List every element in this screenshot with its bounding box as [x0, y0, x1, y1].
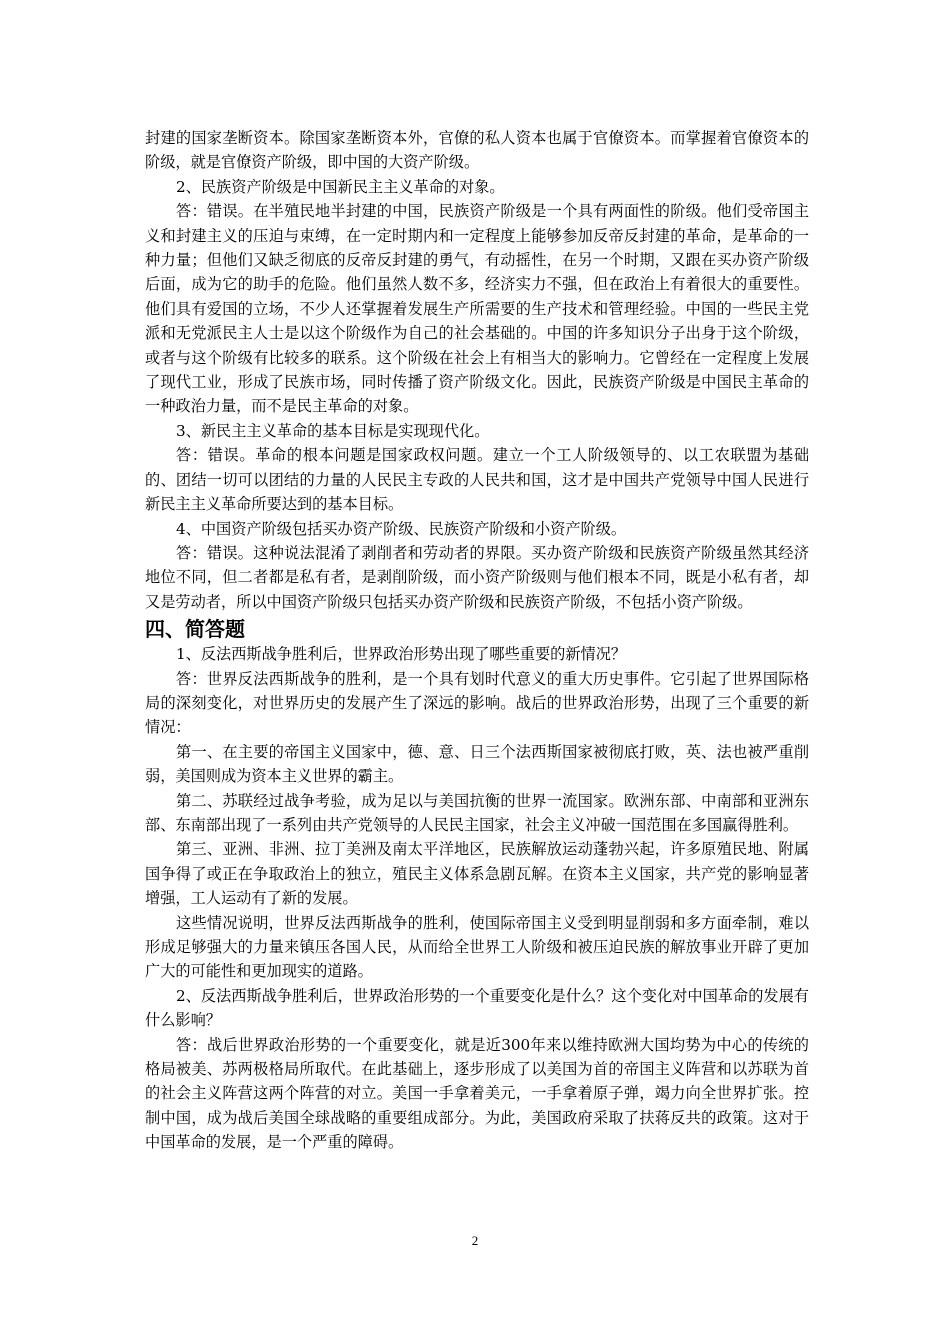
paragraph: 封建的国家垄断资本。除国家垄断资本外，官僚的私人资本也属于官僚资本。而掌握着官僚资本的阶级，就是官僚资产阶级，即中国的大资产阶级。 — [145, 129, 809, 172]
paragraph: 答：错误。在半殖民地半封建的中国，民族资产阶级是一个具有两面性的阶级。他们受帝国主义和封建主义的压迫与束缚，在一定时期内和一定程度上能够参加反帝反封建的革命，是革命的一种力量；但他们又缺乏彻底的反帝反封建的勇气，有动摇性，在另一个时期，又跟在买办资产阶级后面，成为它的助手的危险。他们虽然人数不多，经济实力不强，但在政治上有着很大的重要性。他们具有爱国的立场，不少人还掌握着发展生产所需要的生产技术和管理经验。中国的一些民主党派和无党派民主人士是以这个阶级作为自己的社会基础的。中国的许多知识分子出身于这个阶级，或者与这个阶级有比较多的联系。这个阶级在社会上有相当大的影响力。它曾经在一定程度上发展了现代工业，形成了民族市场，同时传播了资产阶级文化。因此，民族资产阶级是中国民主革命的一种政治力量，而不是民主革命的对象。 — [145, 202, 809, 416]
page-number: 2 — [471, 1233, 479, 1248]
bottom-paragraphs — [145, 642, 809, 1155]
paragraph: 第一、在主要的帝国主义国家中，德、意、日三个法西斯国家被彻底打败，英、法也被严重削弱，美国则成为资本主义世界的霸主。 — [145, 742, 809, 786]
top-paragraphs — [145, 126, 809, 614]
paragraph: 3、新民主主义革命的基本目标是实现现代化。 — [176, 421, 490, 440]
page-content — [145, 126, 809, 1155]
paragraph: 4、中国资产阶级包括买办资产阶级、民族资产阶级和小资产阶级。 — [176, 519, 627, 538]
paragraph: 答：错误。这种说法混淆了剥削者和劳动者的界限。买办资产阶级和民族资产阶级虽然其经济地位不同，但二者都是私有者，是剥削阶级，而小资产阶级则与他们根本不同，既是小私有者，却又是劳动者，所以中国资产阶级只包括买办资产阶级和民族资产阶级，不包括小资产阶级。 — [145, 543, 809, 611]
paragraph: 答：战后世界政治形势的一个重要变化，就是近300年来以维持欧洲大国均势为中心的传统的格局被美、苏两极格局所取代。在此基础上，逐步形成了以美国为首的帝国主义阵营和以苏联为首的社会主义阵营这两个阵营的对立。美国一手拿着美元，一手拿着原子弹，竭力向全世界扩张。控制中国，成为战后美国全球战略的重要组成部分。为此，美国政府采取了扶蒋反共的政策。这对于中国革命的发展，是一个严重的障碍。 — [145, 1035, 809, 1152]
paragraph: 答：世界反法西斯战争的胜利，是一个具有划时代意义的重大历史事件。它引起了世界国际格局的深刻变化，对世界历史的发展产生了深远的影响。战后的世界政治形势，出现了三个重要的新情况： — [145, 669, 809, 737]
paragraph: 2、反法西斯战争胜利后，世界政治形势的一个重要变化是什么？这个变化对中国革命的发展有什么影响？ — [145, 986, 809, 1030]
paragraph: 答：错误。革命的根本问题是国家政权问题。建立一个工人阶级领导的、以工农联盟为基础的、团结一切可以团结的力量的人民民主专政的人民共和国，这才是中国共产党领导中国人民进行新民主主义革命所要达到的基本目标。 — [145, 446, 809, 514]
paragraph: 1、反法西斯战争胜利后，世界政治形势出现了哪些重要的新情况？ — [176, 645, 627, 664]
paragraph: 2、民族资产阶级是中国新民主主义革命的对象。 — [176, 177, 505, 196]
paragraph: 这些情况说明，世界反法西斯战争的胜利，使国际帝国主义受到明显削弱和多方面牵制，难以形成足够强大的力量来镇压各国人民，从而给全世界工人阶级和被压迫民族的解放事业开辟了更加广大的可能性和更加现实的道路。 — [145, 913, 809, 981]
paragraph: 第三、亚洲、非洲、拉丁美洲及南太平洋地区，民族解放运动蓬勃兴起，许多原殖民地、附属国争得了或正在争取政治上的独立，殖民主义体系急剧瓦解。在资本主义国家，共产党的影响显著增强，工人运动有了新的发展。 — [145, 840, 809, 908]
section-heading: 四、简答题 — [145, 617, 245, 642]
paragraph: 第二、苏联经过战争考验，成为足以与美国抗衡的世界一流国家。欧洲东部、中南部和亚洲东部、东南部出现了一系列由共产党领导的人民民主国家，社会主义冲破一国范围在多国赢得胜利。 — [145, 791, 809, 834]
